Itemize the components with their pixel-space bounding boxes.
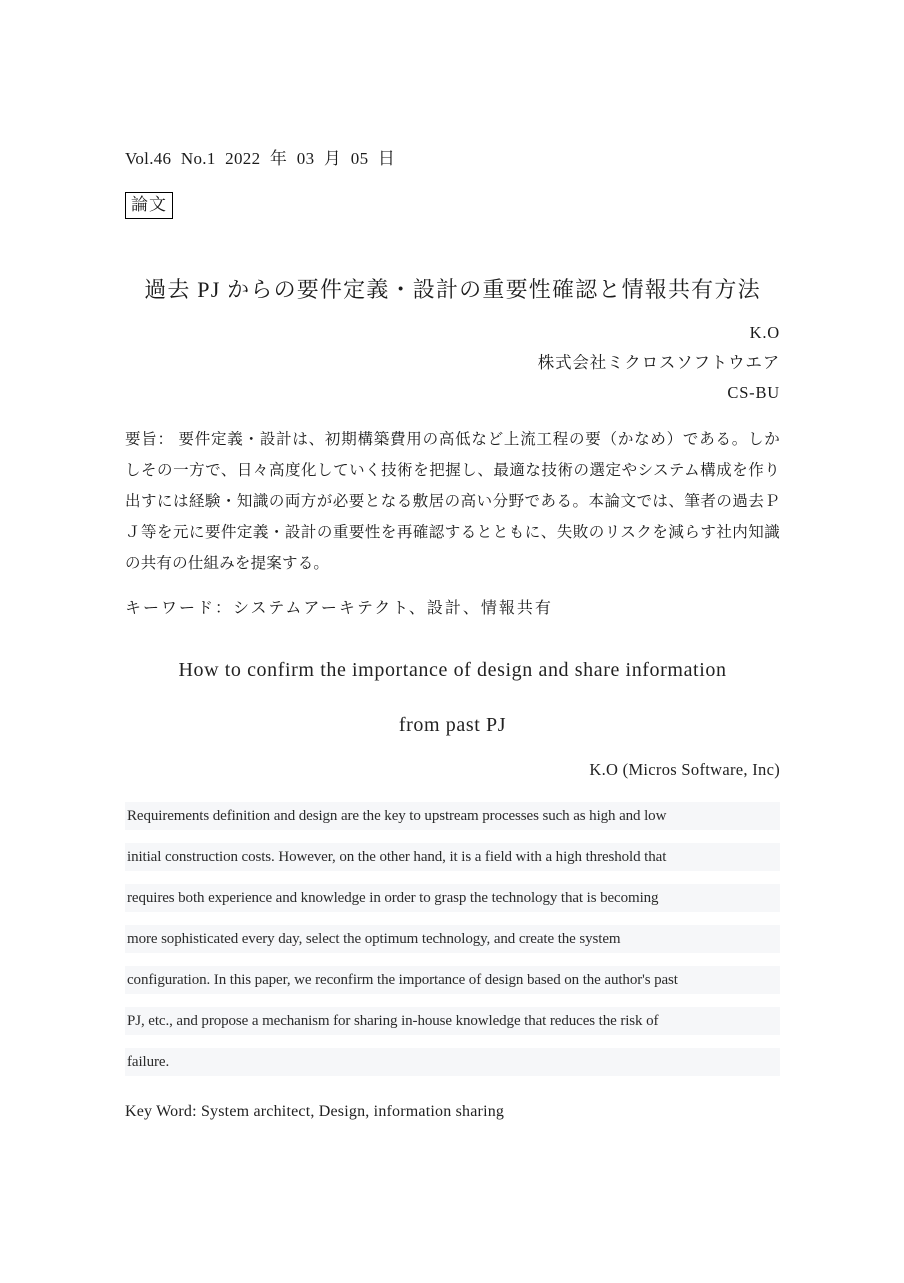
japanese-abstract-line: の共有の仕組みを提案する。 — [125, 555, 330, 572]
english-abstract — [125, 802, 780, 1076]
author-name-english: K.O (Micros Software, Inc) — [589, 760, 780, 779]
japanese-abstract-line: 要旨： 要件定義・設計は、初期構築費用の高低など上流工程の要（かなめ）である。しか — [125, 431, 780, 448]
english-abstract-line: more sophisticated every day, select the optimum technology, and create the system — [125, 925, 780, 953]
author-affiliation-japanese: 株式会社ミクロスソフトウエア — [537, 353, 780, 372]
english-abstract-line: Requirements definition and design are the key to upstream processes such as high and low — [125, 802, 780, 830]
english-abstract-line: configuration. In this paper, we reconfirm the importance of design based on the author's past — [125, 966, 780, 994]
article-type-row — [125, 192, 780, 222]
japanese-abstract — [125, 424, 780, 579]
author-name-japanese: K.O — [749, 323, 780, 342]
english-title-line-1: How to confirm the importance of design and share information — [178, 659, 727, 681]
author-department: CS-BU — [727, 383, 780, 402]
english-abstract-line: initial construction costs. However, on the other hand, it is a field with a high threshold that — [125, 843, 780, 871]
english-title-line-2: from past PJ — [398, 714, 507, 736]
english-title — [125, 643, 780, 753]
english-abstract-line: PJ, etc., and propose a mechanism for sharing in-house knowledge that reduces the risk of — [125, 1007, 780, 1035]
japanese-keywords: キーワード：システムアーキテクト、設計、情報共有 — [125, 600, 553, 617]
journal-issue-date: Vol.46 No.1 2022 年 03 月 05 日 — [125, 149, 396, 168]
japanese-title: 過去 PJ からの要件定義・設計の重要性確認と情報共有方法 — [144, 277, 761, 302]
article-type-badge: 論文 — [125, 192, 173, 219]
author-block-japanese — [125, 318, 780, 408]
english-abstract-line: failure. — [125, 1048, 780, 1076]
japanese-abstract-line: Ｊ等を元に要件定義・設計の重要性を再確認するとともに、失敗のリスクを減らす社内知識 — [125, 524, 780, 541]
english-keywords: Key Word: System architect, Design, information sharing — [125, 1103, 505, 1120]
english-abstract-line: requires both experience and knowledge in order to grasp the technology that is becoming — [125, 884, 780, 912]
japanese-abstract-line: しその一方で、日々高度化していく技術を把握し、最適な技術の選定やシステム構成を作り — [125, 462, 780, 479]
japanese-abstract-line: 出すには経験・知識の両方が必要となる敷居の高い分野である。本論文では、筆者の過去Ｐ — [125, 493, 780, 510]
